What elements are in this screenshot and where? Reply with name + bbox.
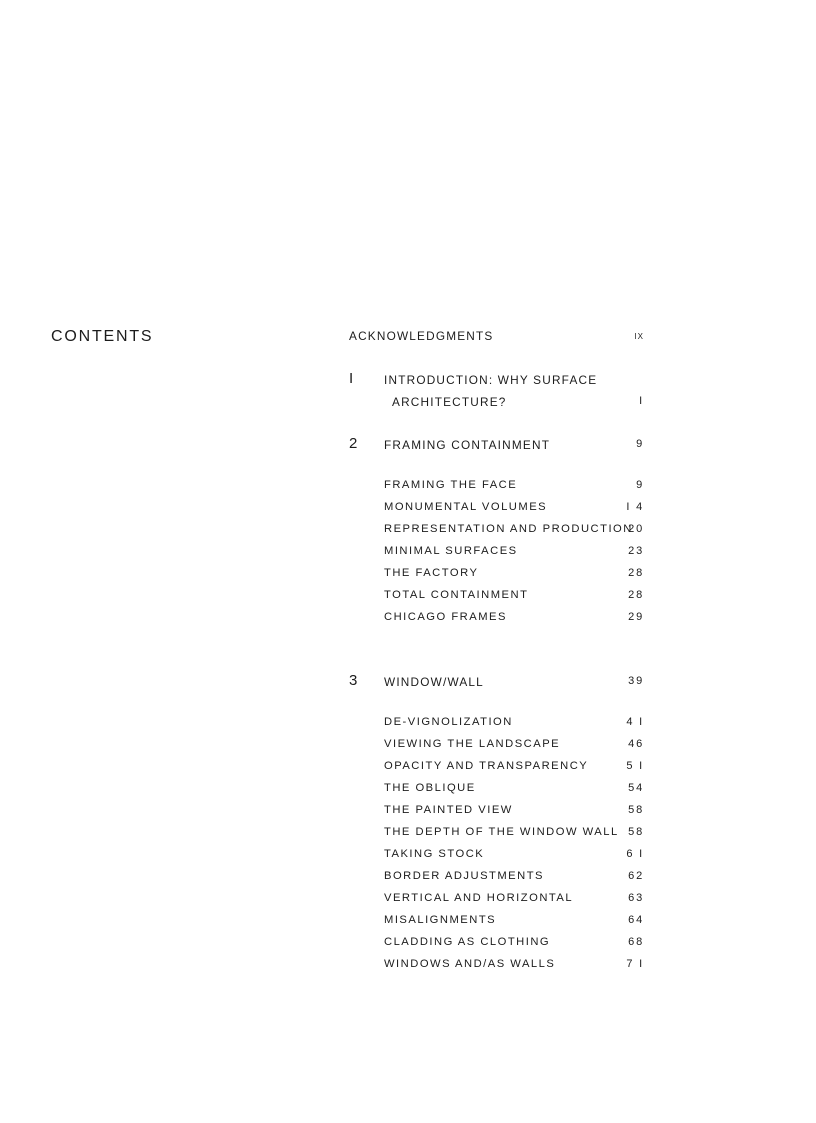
toc-entry-label: ACKNOWLEDGMENTS (349, 329, 494, 343)
section-page: 68 (628, 936, 644, 948)
chapter-number: I (349, 370, 354, 387)
toc-chapter-2[interactable] (0, 435, 816, 454)
section-title: THE PAINTED VIEW (384, 804, 513, 816)
toc-section[interactable] (0, 804, 816, 820)
section-page: 64 (628, 914, 644, 926)
section-page: 63 (628, 892, 644, 904)
section-title: TOTAL CONTAINMENT (384, 589, 529, 601)
section-page: 58 (628, 804, 644, 816)
section-title: OPACITY AND TRANSPARENCY (384, 760, 589, 772)
chapter-title: FRAMING CONTAINMENT (384, 438, 551, 452)
section-page: 46 (628, 738, 644, 750)
chapter-title: INTRODUCTION: WHY SURFACE (384, 373, 598, 387)
section-page: 28 (628, 589, 644, 601)
contents-heading: CONTENTS (51, 328, 154, 345)
toc-section[interactable] (0, 545, 816, 561)
section-page: 4 I (626, 716, 644, 728)
toc-chapter-3[interactable] (0, 672, 816, 691)
section-page: 7 I (626, 958, 644, 970)
toc-section[interactable] (0, 738, 816, 754)
section-title: THE FACTORY (384, 567, 479, 579)
toc-chapter-1[interactable] (0, 370, 816, 389)
section-page: 6 I (626, 848, 644, 860)
toc-chapter-1-continued[interactable] (0, 395, 816, 411)
toc-section[interactable] (0, 892, 816, 908)
chapter-page: 9 (636, 438, 644, 450)
section-title: BORDER ADJUSTMENTS (384, 870, 545, 882)
toc-section[interactable] (0, 782, 816, 798)
toc-entry-page: IX (634, 332, 644, 341)
toc-section[interactable] (0, 523, 816, 539)
section-page: 58 (628, 826, 644, 838)
section-title: VERTICAL AND HORIZONTAL (384, 892, 574, 904)
toc-section[interactable] (0, 716, 816, 732)
section-page: 28 (628, 567, 644, 579)
section-title: VIEWING THE LANDSCAPE (384, 738, 561, 750)
section-title: MINIMAL SURFACES (384, 545, 518, 557)
toc-section[interactable] (0, 760, 816, 776)
toc-section[interactable] (0, 914, 816, 930)
chapter-title-continued: ARCHITECTURE? (392, 395, 507, 409)
toc-section[interactable] (0, 611, 816, 627)
toc-section[interactable] (0, 567, 816, 583)
toc-section[interactable] (0, 848, 816, 864)
section-title: MONUMENTAL VOLUMES (384, 501, 548, 513)
toc-section[interactable] (0, 826, 816, 842)
section-page: I 4 (626, 501, 644, 513)
section-title: MISALIGNMENTS (384, 914, 497, 926)
chapter-title: WINDOW/WALL (384, 675, 484, 689)
section-title: CHICAGO FRAMES (384, 611, 507, 623)
chapter-number: 2 (349, 435, 358, 452)
section-title: FRAMING THE FACE (384, 479, 518, 491)
chapter-page: I (639, 395, 644, 407)
chapter-page: 39 (628, 675, 644, 687)
section-page: 9 (636, 479, 644, 491)
section-title: THE OBLIQUE (384, 782, 476, 794)
section-title: REPRESENTATION AND PRODUCTION (384, 523, 633, 535)
toc-section[interactable] (0, 479, 816, 495)
toc-section[interactable] (0, 589, 816, 605)
section-page: 54 (628, 782, 644, 794)
section-page: 62 (628, 870, 644, 882)
section-title: WINDOWS AND/AS WALLS (384, 958, 556, 970)
section-page: 29 (628, 611, 644, 623)
section-page: 23 (628, 545, 644, 557)
section-title: DE-VIGNOLIZATION (384, 716, 513, 728)
section-page: 20 (628, 523, 644, 535)
section-page: 5 I (626, 760, 644, 772)
toc-entry-acknowledgments[interactable] (0, 329, 816, 345)
section-title: THE DEPTH OF THE WINDOW WALL (384, 826, 619, 838)
toc-section[interactable] (0, 870, 816, 886)
toc-section[interactable] (0, 501, 816, 517)
section-title: CLADDING AS CLOTHING (384, 936, 551, 948)
section-title: TAKING STOCK (384, 848, 485, 860)
toc-section[interactable] (0, 936, 816, 952)
toc-section[interactable] (0, 958, 816, 974)
chapter-number: 3 (349, 672, 358, 689)
